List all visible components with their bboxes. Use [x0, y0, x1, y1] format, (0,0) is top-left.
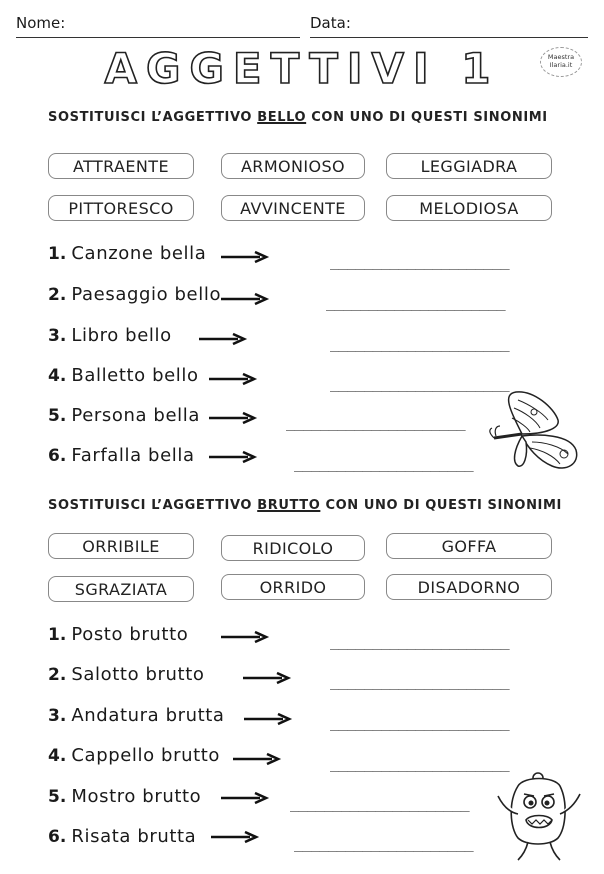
- answer-blank[interactable]: _____________________: [330, 713, 510, 731]
- answer-blank[interactable]: _____________________: [286, 413, 466, 431]
- keyword-bello: BELLO: [257, 110, 307, 125]
- name-label: Nome:: [16, 14, 66, 32]
- answer-blank[interactable]: _____________________: [326, 293, 506, 311]
- arrow-right-icon: [243, 712, 293, 726]
- date-line[interactable]: [310, 37, 588, 38]
- answer-blank[interactable]: _____________________: [330, 754, 510, 772]
- arrow-right-icon: [232, 752, 282, 766]
- arrow-right-icon: [208, 411, 258, 425]
- synonym-box: ORRIDO: [221, 574, 365, 600]
- arrow-right-icon: [220, 630, 270, 644]
- monster-icon: [494, 768, 586, 864]
- date-label: Data:: [310, 14, 351, 32]
- exercise-item: 4. Cappello brutto: [48, 745, 221, 766]
- synonym-box: MELODIOSA: [386, 195, 552, 221]
- exercise-item: 2. Paesaggio bello: [48, 284, 222, 305]
- exercise-item: 6. Farfalla bella: [48, 445, 195, 466]
- answer-blank[interactable]: _____________________: [290, 794, 470, 812]
- answer-blank[interactable]: _____________________: [294, 454, 474, 472]
- synonym-box: AVVINCENTE: [221, 195, 365, 221]
- exercise-item: 5. Persona bella: [48, 405, 200, 426]
- answer-blank[interactable]: _____________________: [330, 374, 510, 392]
- butterfly-icon: [488, 390, 580, 476]
- answer-blank[interactable]: _____________________: [330, 334, 510, 352]
- exercise-item: 3. Libro bello: [48, 325, 172, 346]
- synonym-box: ORRIBILE: [48, 533, 194, 559]
- synonym-box: ARMONIOSO: [221, 153, 365, 179]
- synonym-box: LEGGIADRA: [386, 153, 552, 179]
- arrow-right-icon: [210, 830, 260, 844]
- exercise-item: 1. Canzone bella: [48, 243, 207, 264]
- brand-logo: Maestra Ilaria.it: [540, 47, 582, 77]
- answer-blank[interactable]: _____________________: [294, 834, 474, 852]
- synonym-box: SGRAZIATA: [48, 576, 194, 602]
- exercise-item: 6. Risata brutta: [48, 826, 197, 847]
- exercise-item: 5. Mostro brutto: [48, 786, 202, 807]
- page-title: AGGETTIVI 1: [104, 44, 500, 93]
- arrow-right-icon: [208, 372, 258, 386]
- instruction-brutto: SOSTITUISCI L’AGGETTIVO BRUTTO CON UNO DI QUESTI SINONIMI: [48, 498, 562, 513]
- synonym-box: PITTORESCO: [48, 195, 194, 221]
- arrow-right-icon: [220, 791, 270, 805]
- synonym-box: RIDICOLO: [221, 535, 365, 561]
- keyword-brutto: BRUTTO: [257, 498, 321, 513]
- exercise-item: 3. Andatura brutta: [48, 705, 225, 726]
- answer-blank[interactable]: _____________________: [330, 632, 510, 650]
- exercise-item: 1. Posto brutto: [48, 624, 189, 645]
- arrow-right-icon: [242, 671, 292, 685]
- synonym-box: DISADORNO: [386, 574, 552, 600]
- exercise-item: 4. Balletto bello: [48, 365, 199, 386]
- synonym-box: GOFFA: [386, 533, 552, 559]
- answer-blank[interactable]: _____________________: [330, 672, 510, 690]
- arrow-right-icon: [198, 332, 248, 346]
- instruction-bello: SOSTITUISCI L’AGGETTIVO BELLO CON UNO DI QUESTI SINONIMI: [48, 110, 548, 125]
- exercise-item: 2. Salotto brutto: [48, 664, 205, 685]
- arrow-right-icon: [208, 450, 258, 464]
- synonym-box: ATTRAENTE: [48, 153, 194, 179]
- arrow-right-icon: [220, 250, 270, 264]
- name-line[interactable]: [16, 37, 300, 38]
- arrow-right-icon: [220, 292, 270, 306]
- answer-blank[interactable]: _____________________: [330, 252, 510, 270]
